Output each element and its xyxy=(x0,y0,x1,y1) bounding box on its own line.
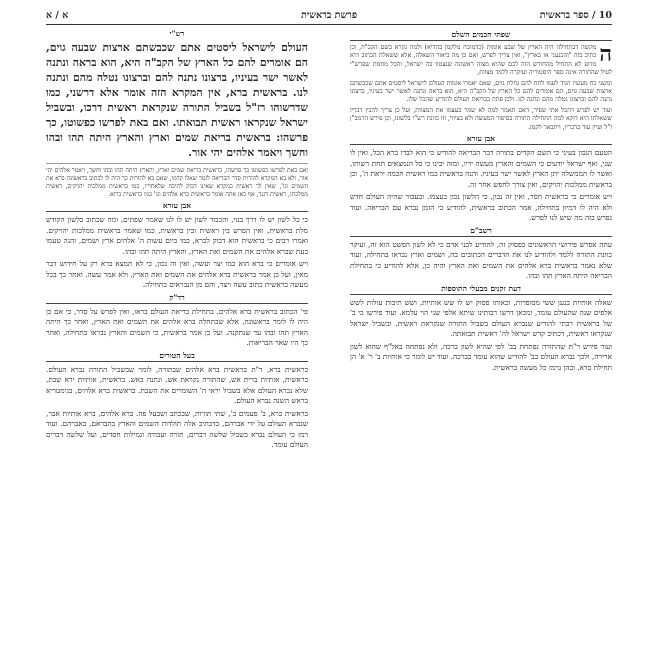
rashi-header: רש"י xyxy=(169,29,185,38)
right-column xyxy=(350,28,612,640)
ibn-paragraph-2: ויש אומרים כי ברא הוא כמו יצר ועשה, ואין זה נכון, כי לא תמצא ברא רק על חידוש דבר מאין, ועל כן אמר בראשית ברא אלהים את השמים ואת הארץ, ולא אמר עשה. ואחר כך בכל מעשה בראשית כתוב עשה ויצר, והם מן הנבראים בתחילה. xyxy=(46,259,308,290)
shiltei-paragraph-1: ה מקשה דבתחילה היה הארץ של שבע אומות (כדמוכח מלקמן בהדיא) ולמה נקרא בשם הקב"ה, וכן כתיב בזה "והכנעני אז בארץ", ואין צריך לפרש, ואם כן מה ביאור השאלה, אלא ששאלת הכתוב היא מדוע לא התחיל מהחודש הזה לכם שהיא מצוה ראשונה שנצטוו בה ישראל, והכל מחמת שפרש"י לעיל שהתורה אינה ספר היסטוריה ועיקרה ללמד מצוות, xyxy=(350,41,612,77)
page-header xyxy=(46,6,612,25)
header-right: 10 / ספר בראשית xyxy=(539,9,612,21)
header-parasha: פרשת בראשית xyxy=(300,9,358,21)
shiltei-paragraph-2: ומשני כח מעשיו הגיד לעמו לתת להם נחלת גוים, שאם יאמרו אומות העולם לישראל ליסטים אתם שכבשתם ארצות שבעה גוים, הם אומרים להם כל הארץ של הקב"ה היא, הוא בראה ונתנה לאשר ישר בעיניו, ברצונו נתנה להם וברצונו נטלה מהם ונתנה לנו. ולכן פתח בבריאת העולם להודיע שהכל שלו. xyxy=(350,79,612,104)
header-chapter-verse: א / א xyxy=(46,9,69,21)
ibn-ezra-paragraph-1: הטעם הנכון בעיני כי השם הקדים בתורה דבר הבריאה להודיע כי הוא לבדו ברא הכל, ואין לו שני, ואף ישראל יודעים כי השמים והארץ מעשה ידיו, ומזה יבינו כי כל הנמצאים תחת רשותו, ואשר לו הממשלה יתן הארץ לאשר ישר בעיניו. והנה בראשית כמו ראשית חכמה יראת ה', וכן בראשית ממלכות יהויקים, ואין צורך לחפש אחר זה. xyxy=(350,148,612,189)
baal-paragraph-2: בראשית ברא, ב' פעמים ב', שתי תורות, שבכתב ושבעל פה. ברא אלהים, ברא אותיות אבר, שנברא העולם על ידי אברהם, כדכתיב אלה תולדות השמים והארץ בהבראם, באברהם. ועוד רמז כי העולם נברא בשביל שלשה דברים, תורה ועבודה וגמילות חסדים, ועל שלשה דברים העולם עומד. xyxy=(46,408,308,450)
drop-cap: ה xyxy=(599,41,612,67)
rashbam-title: רשב"ם xyxy=(350,226,612,237)
ibn-ezra-paragraph-2: ויש אומרים כי בראשית חסר, ואין זה נכון, כי הלשון נכון בעצמו. ובעבור שהיה העולם חדש ולא היה לו דמיון בתחילה, אמר הכתוב בראשית, להודיע כי הזמן נברא עם הבריאה. ועוד נפרש בזה מה שיש לנו לפרש. xyxy=(350,192,612,223)
baal-paragraph-1: בראשית ברא, ר"ת בראשית ברא אלהים שבתורה, לומר שבשביל התורה נברא העולם. בראשית, אותיות ברית אש, שהתורה נקראת אש, ונתנה באש. בראשית, אותיות ירא שבת, שלא נברא העולם אלא בשביל יראי ה' השומרים את השבת. בראשית ברא אלהים, בגימטריא בראש השנה נברא העולם. xyxy=(46,364,308,406)
daat-title: דעת זקנים מבעלי התוספות xyxy=(350,284,612,295)
daat-paragraph-1: שאלה אותיות בנען ששי מסופרות, וכאותו פסוק יש לו שש אותיות, ושש תיבות עולות לשש אלפים שנה שהעולם עומד, ומכאן דרשו רבותינו שיתא אלפי שני הוי עלמא. ועוד פירשו כי ב' של בראשית רבתי להודיע שנברא העולם בשביל התורה שנקראת ראשית, ובשביל ישראל שנקראו ראשית, דכתיב קדש ישראל לה' ראשית תבואתה. xyxy=(350,297,612,339)
radak-title: רד"ק xyxy=(46,293,308,304)
shiltei-title: שפתי חכמים השלם xyxy=(350,30,612,41)
shiltei-paragraph-3: ועוד יש לפרש דהכל אתי שפיר, דאם תאמר למה לא שמר בעצמו את המצוות, ועל כן צריך להבין דבריו ששאלתו היא דוקא למה התחילה התורה בסיפור המעשה ולא בציווי, וזו כוונת רש"י בלשונו, וכן פירש הרמב"ן ז"ל ועיין עוד בדבריו, ויתבאר לקמן. xyxy=(350,106,612,131)
torah-text: העולם לישראל ליסטים אתם שכבשתם ארצות שבעה גוים, הם אומרים להם כל הארץ של הקב"ה היא, הוא בראה ונתנה לאשר ישר בעיניו, ברצונו נתנה להם וברצונו נטלה מהם ונתנה לנו. בראשית ברא, אין המקרא הזה אומר אלא דרשני, כמו שדרשוהו רז"ל בשביל התורה שנקראת ראשית דרכו, ובשביל ישראל שנקראו ראשית תבואתו. ואם באת לפרשו כפשוטו, כך פרשהו: בראשית בריאת שמים וארץ והארץ היתה תהו ובהו וחשך ויאמר אלהים יהי אור. xyxy=(46,41,308,160)
ibn-ezra-title-right: אבן עזרא xyxy=(350,134,612,145)
targum-text: ואם באת לפרשו כפשוטו כך פרשהו, בראשית בריאת שמים וארץ, והארץ היתה תהו ובהו וחשך, ויאמר אלהים יהי אור, ולא בא המקרא להורות סדר הבריאה לומר שאלו קדמו, שאם בא להורות כך היה לו לכתוב בראשונה ברא את השמים וגו', שאין לך ראשית במקרא שאינו דבוק לתיבה שלאחריו, כמו בראשית ממלכות יהויקים, ראשית ממלכתו, ראשית דגנך, אף כאן אתה אומר בראשית ברא אלהים וגו' כמו בראשית ברוא. xyxy=(46,163,308,199)
radak-paragraph: פי' הכתוב בראשית ברא אלהים, בתחילת בריאת העולם בראו, ואין לפרש על סדר, כי אם כן היה לו לומר בראשונה, אלא שבתחלה ברא אלהים את השמים ואת הארץ, ואחר כך היתה הארץ תהו ובהו עד שנתקנה. ועל כן אמר בראשית, כי השמים והארץ נבראו בתחילה, ואחר כך היו שאר הבריאות. xyxy=(46,306,308,348)
baal-haturim-title: בעל הטורים xyxy=(46,351,308,362)
daat-paragraph-2: ועוד פירש ר"ת שהתורה נפתחת בב' לפי שהיא לשון ברכה, ולא נפתחה באל"ף שהוא לשון ארירה, ולכך נברא העולם בב' להודיע שהוא עומד בברכה. ועוד יש לומר כי אותיות ב' ר' א' הן תחילת ברא, ובהן נרמז כל מעשה בראשית. xyxy=(350,341,612,372)
rashbam-paragraph: עתה אפרש פירושי הראשונים בפסוק זה, להודיע לבני אדם כי לא לשון הפשט הוא זה, ועיקר כוונת התורה ללמד ולהודיע לנו את הדברים הכתובים בה, ושמים וארץ נבראו בתחילה, ועוד שלא נאמר בראשית ברא אלהים את השמים ואת הארץ והיה כן, אלא להודיע כי בתחילת הבריאה היתה הארץ תהו ובהו. xyxy=(350,239,612,281)
ibn-paragraph-1: כי כל לשון יש לו דרך בנוי, והכבוד לשון יש לו לנו שאמר שפתים, ומה שכתוב בלשון הקודש מלת בראשית, ואין הפרש בין ראשית ובין בראשית, כמו שאמר בראשית ממלכות יהויקים. ואמרו רבים כי בראשית הוא דבוק לברא, כמו ביום עשות ה' אלהים ארץ ושמים, והנה טעמו בעת שברא אלהים את השמים ואת הארץ, והארץ היתה תהו ובהו. xyxy=(46,215,308,256)
left-column xyxy=(46,28,308,640)
ibn-ezra-title: אבן עזרא xyxy=(46,201,308,212)
